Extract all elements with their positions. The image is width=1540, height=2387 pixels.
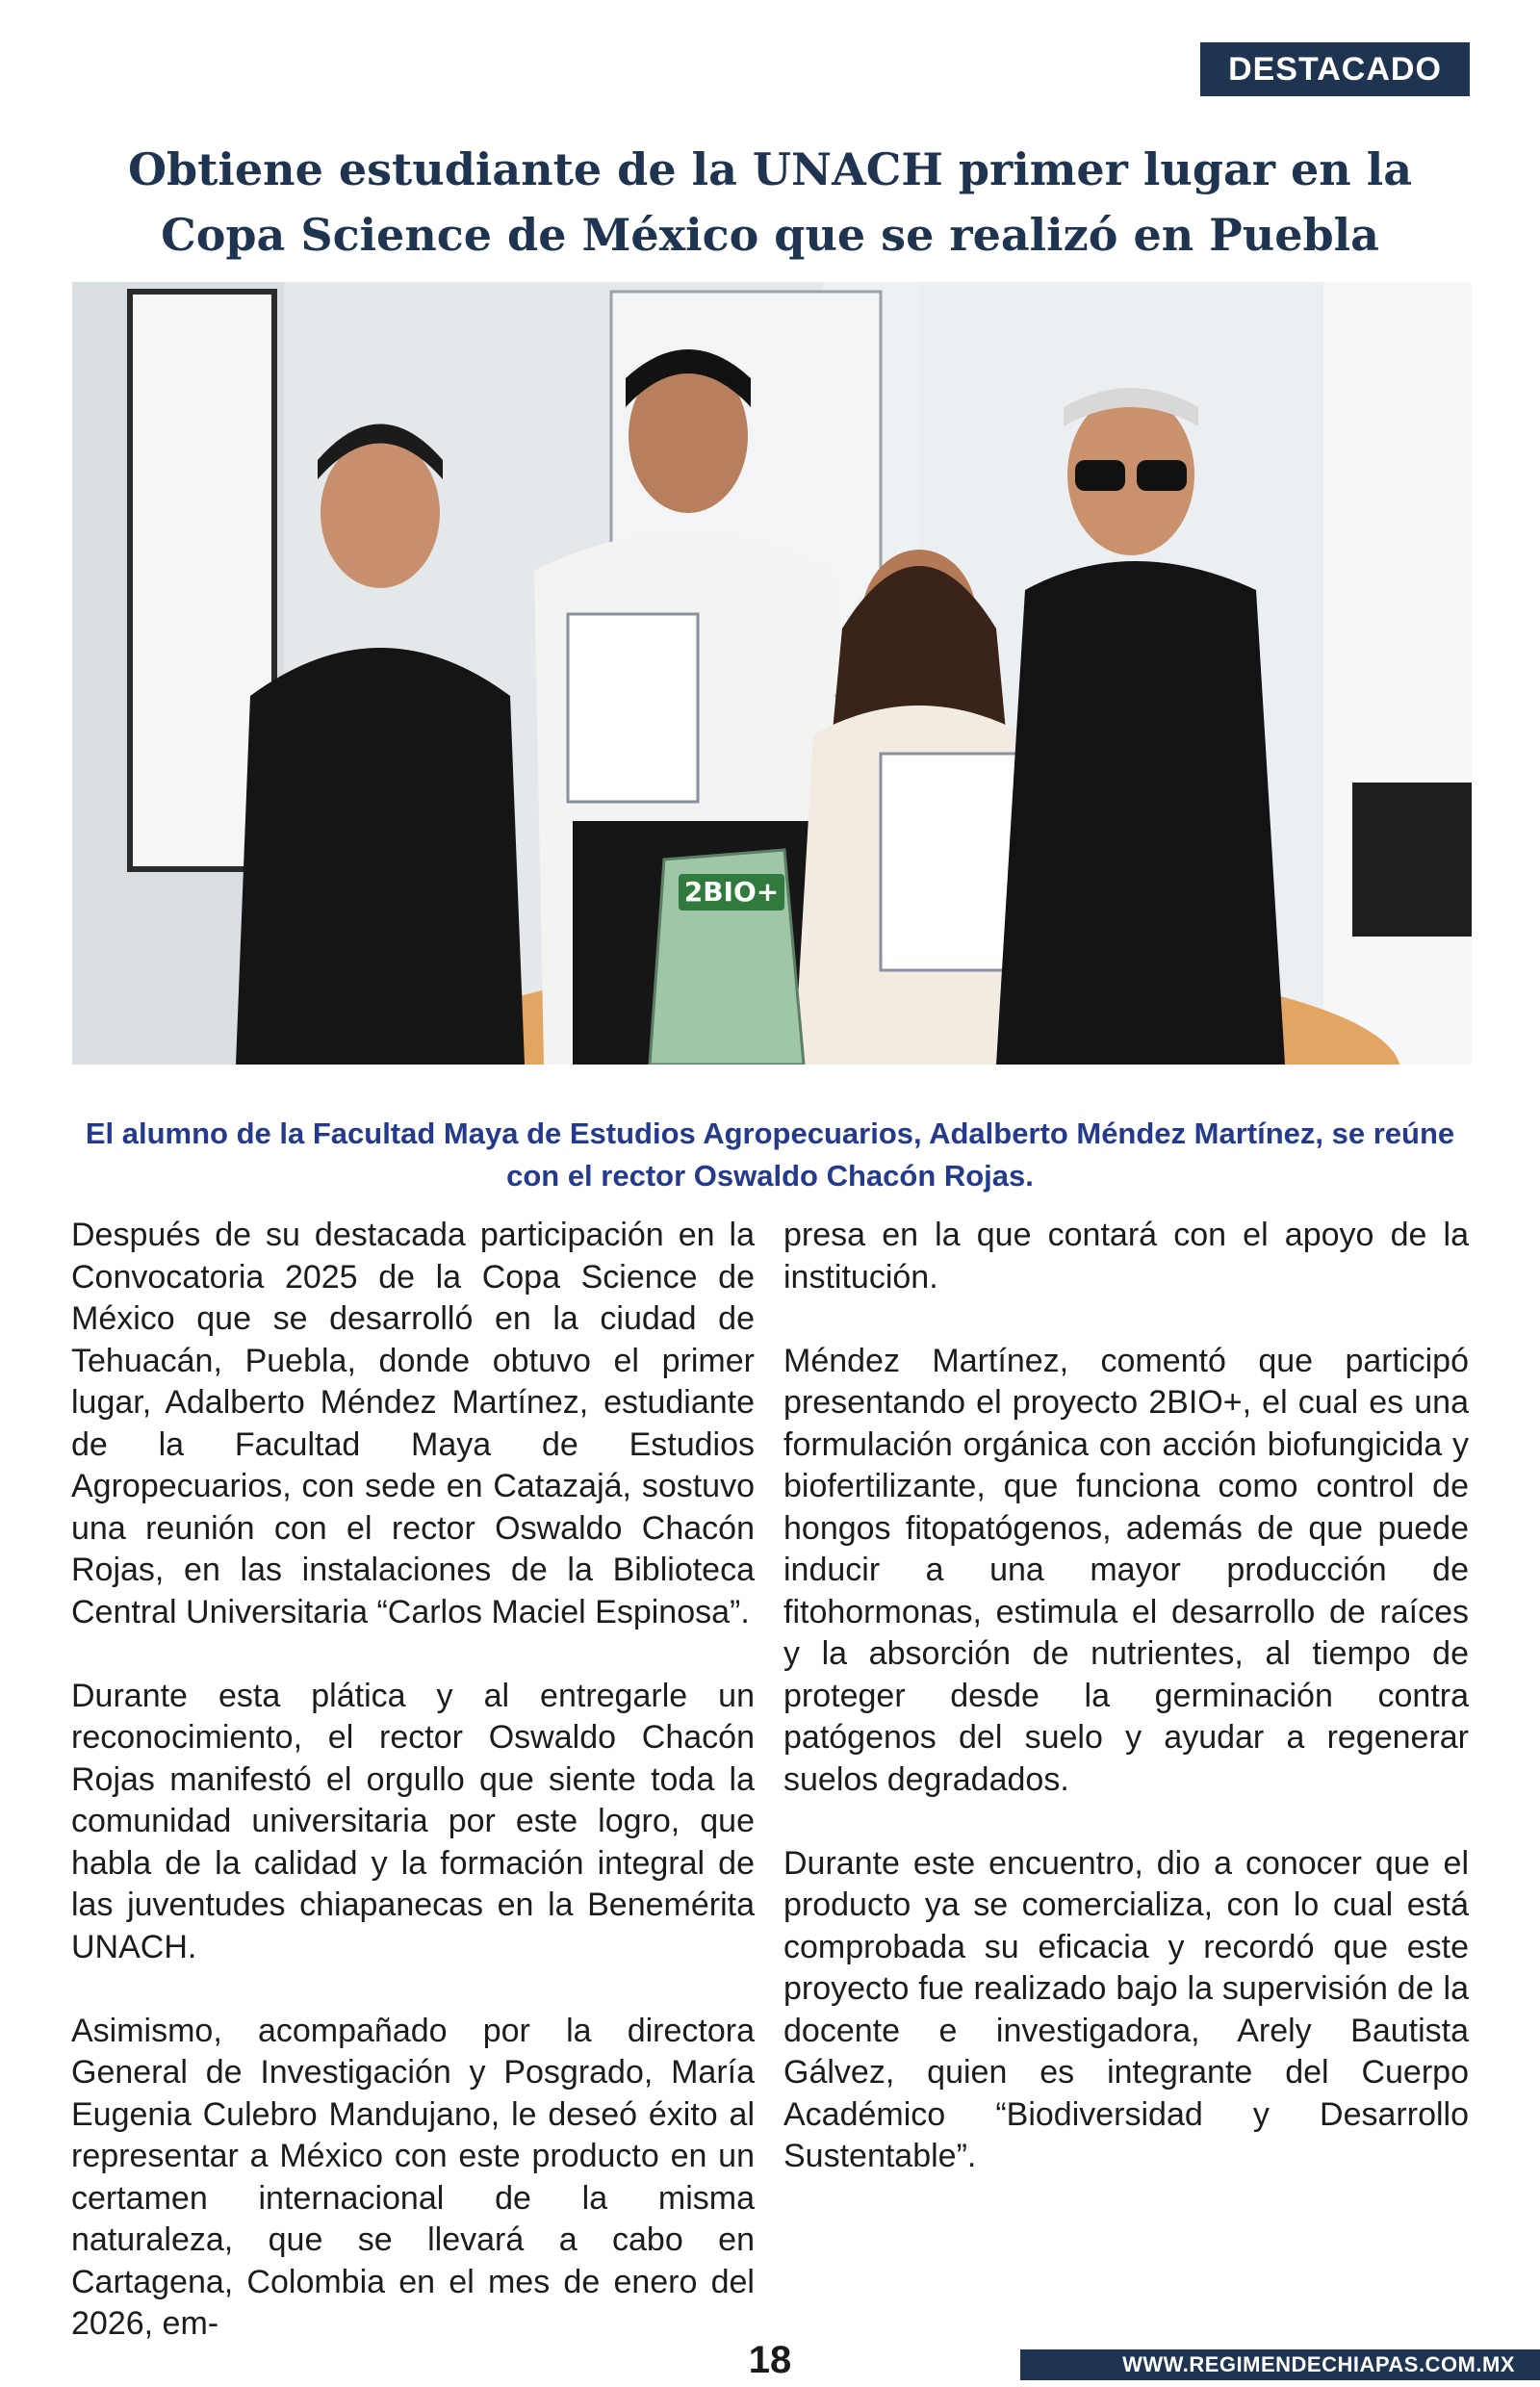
paragraph: Asimismo, acompañado por la directora General de Investigación y Posgrado, María Eugenia Culebro Mandujano, le deseó éxito al representar a México con este producto en un certamen internacional de la misma naturaleza, que se llevará a cabo en Cartagena, Colombia en el mes de enero del 2026, em- <box>71 2012 755 2342</box>
website-url[interactable]: WWW.REGIMENDECHIAPAS.COM.MX <box>1122 2352 1515 2376</box>
certificate-left <box>568 614 698 802</box>
paragraph: Méndez Martínez, comentó que participó presentando el proyecto 2BIO+, el cual es una formulación orgánica con acción biofungicida y biofertilizante, que funciona como control de hongos fitopatógenos, además de que puede inducir a una mayor producción de fitohormonas, estimula el desarrollo de raíces y la absorción de nutrientes, al tiempo de proteger desde la germinación contra patógenos del suelo y ayudar a regenerar suelos degradados. <box>783 1342 1469 1798</box>
product-bag <box>650 850 804 1065</box>
headline: Obtiene estudiante de la UNACH primer lugar en la Copa Science de México que se realizó en Puebla <box>127 143 1413 261</box>
article-photo <box>72 282 1472 1065</box>
article-column-right <box>783 1215 1469 2220</box>
product-label: 2BIO+ <box>683 876 780 908</box>
photo-caption: El alumno de la Facultad Maya de Estudios Agropecuarios, Adalberto Méndez Martínez, se reúne con el rector Oswaldo Chacón Rojas. <box>85 1116 1455 1193</box>
section-tag: DESTACADO <box>1200 42 1470 96</box>
paragraph: Después de su destacada participación en la Convocatoria 2025 de la Copa Science de México que se desarrolló en la ciudad de Tehuacán, Puebla, donde obtuvo el primer lugar, Adalberto Méndez Martínez, estudiante de la Facultad Maya de Estudios Agropecuarios, con sede en Catazajá, sostuvo una reunión con el rector Oswaldo Chacón Rojas, en las instalaciones de la Biblioteca Central Universitaria “Carlos Maciel Espinosa”. <box>71 1217 755 1630</box>
website-footer <box>1020 2349 1540 2380</box>
paragraph: Durante esta plática y al entregarle un reconocimiento, el rector Oswaldo Chacón Rojas manifestó el orgullo que siente toda la comunidad universitaria por este logro, que habla de la calidad y la formación integral de las juventudes chiapanecas en la Benemérita UNACH. <box>71 1677 755 1965</box>
page-number: 18 <box>748 2339 792 2381</box>
article-column-left <box>71 1215 755 2387</box>
paragraph: Durante este encuentro, dio a conocer que el producto ya se comercializa, con lo cual está comprobada su eficacia y recordó que este proyecto fue realizado bajo la supervisión de la docente e investigadora, Arely Bautista Gálvez, quien es integrante del Cuerpo Académico “Biodiversidad y Desarrollo Sustentable”. <box>783 1844 1469 2174</box>
paragraph: presa en la que contará con el apoyo de la institución. <box>783 1217 1469 1296</box>
group-photo-illustration <box>72 282 1472 1065</box>
